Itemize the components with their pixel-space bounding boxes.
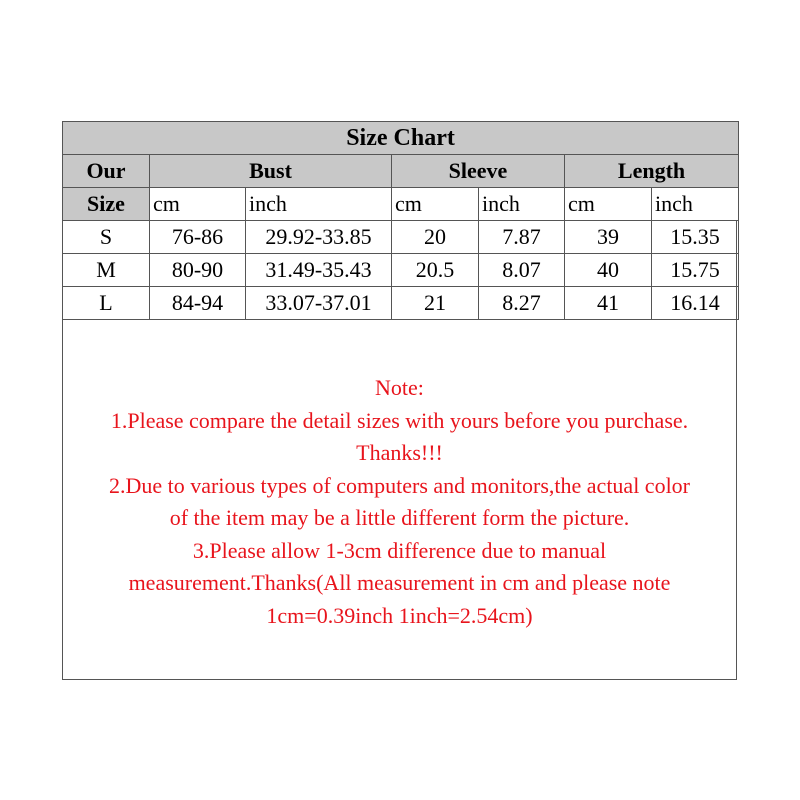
value-cell: 16.14: [652, 287, 739, 320]
table-row: [63, 221, 739, 254]
value-cell: 33.07-37.01: [246, 287, 392, 320]
value-cell: 20: [392, 221, 479, 254]
size-cell: L: [63, 287, 150, 320]
unit-cell: cm: [150, 188, 246, 221]
value-cell: 15.75: [652, 254, 739, 287]
size-cell: S: [63, 221, 150, 254]
bust-header: Bust: [150, 155, 392, 188]
size-chart-table: [62, 121, 739, 320]
chart-title: Size Chart: [63, 122, 739, 155]
note-line: 1.Please compare the detail sizes with yours before you purchase.: [110, 407, 689, 433]
size-cell: M: [63, 254, 150, 287]
unit-cell: inch: [479, 188, 565, 221]
size-chart-frame: [62, 121, 737, 680]
note-line: 3.Please allow 1-3cm difference due to manual: [192, 537, 607, 563]
value-cell: 8.07: [479, 254, 565, 287]
value-cell: 8.27: [479, 287, 565, 320]
value-cell: 15.35: [652, 221, 739, 254]
note-line: Thanks!!!: [356, 440, 443, 465]
value-cell: 39: [565, 221, 652, 254]
unit-cell: inch: [652, 188, 739, 221]
unit-cell: cm: [565, 188, 652, 221]
note-block: [63, 372, 736, 632]
table-row: [63, 254, 739, 287]
note-line: of the item may be a little different form the picture.: [169, 505, 630, 530]
our-size-header-line2: Size: [63, 188, 150, 221]
sleeve-header: Sleeve: [392, 155, 565, 188]
unit-cell: cm: [392, 188, 479, 221]
note-line: measurement.Thanks(All measurement in cm and please note: [128, 570, 671, 595]
note-heading: Note:: [375, 375, 424, 400]
value-cell: 40: [565, 254, 652, 287]
value-cell: 80-90: [150, 254, 246, 287]
note-line: 1cm=0.39inch 1inch=2.54cm): [266, 602, 533, 628]
value-cell: 41: [565, 287, 652, 320]
value-cell: 31.49-35.43: [246, 254, 392, 287]
our-size-header-line1: Our: [63, 155, 150, 188]
value-cell: 20.5: [392, 254, 479, 287]
value-cell: 76-86: [150, 221, 246, 254]
length-header: Length: [565, 155, 739, 188]
note-line: 2.Due to various types of computers and monitors,the actual color: [108, 472, 691, 498]
value-cell: 84-94: [150, 287, 246, 320]
value-cell: 7.87: [479, 221, 565, 254]
value-cell: 29.92-33.85: [246, 221, 392, 254]
value-cell: 21: [392, 287, 479, 320]
table-row: [63, 287, 739, 320]
unit-cell: inch: [246, 188, 392, 221]
